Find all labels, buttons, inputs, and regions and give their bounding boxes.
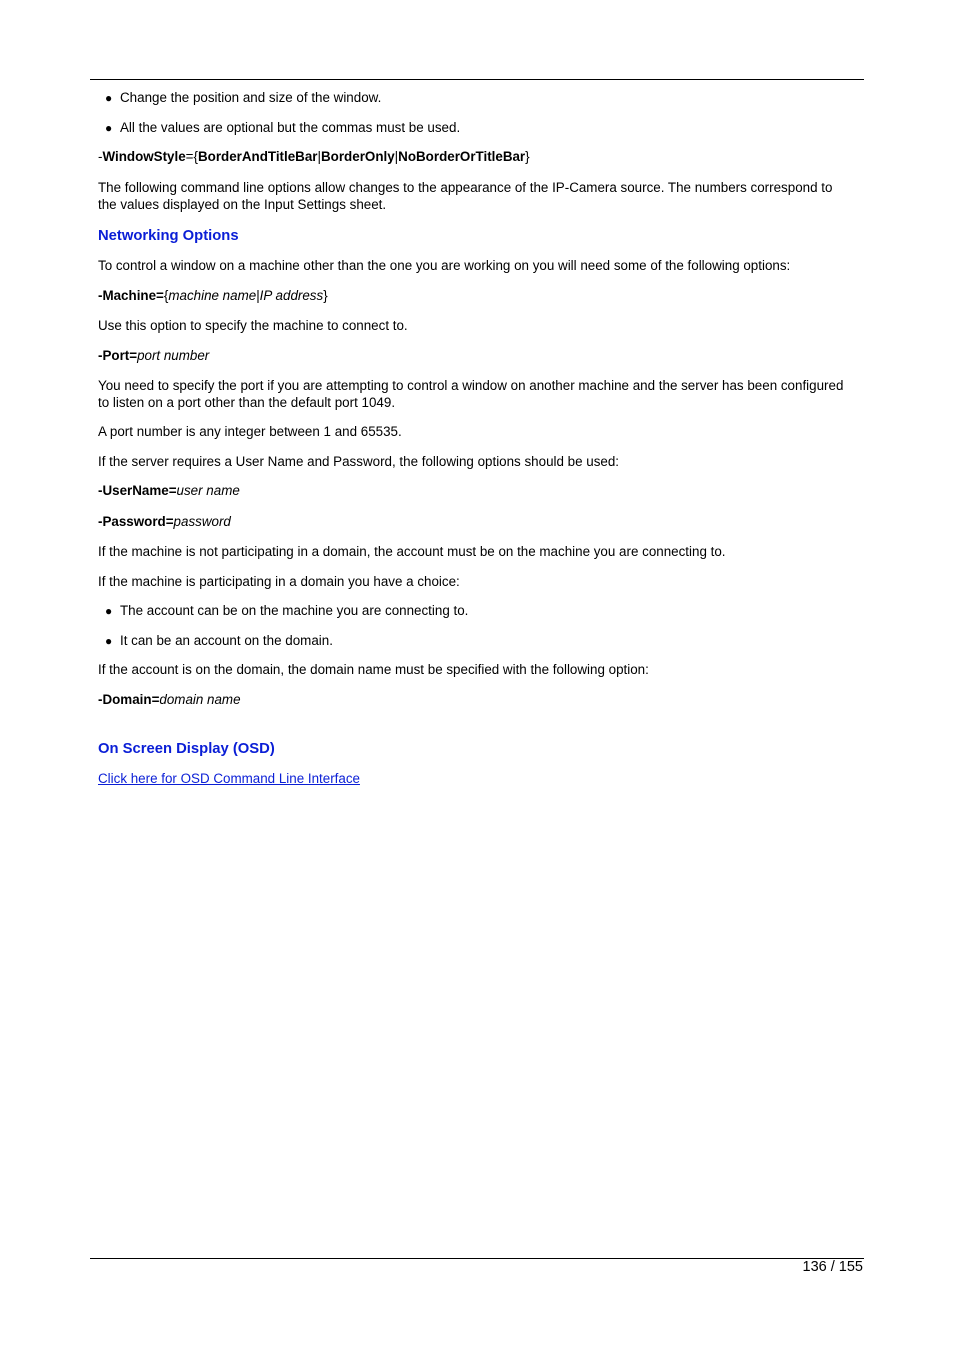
auth-intro: If the server requires a User Name and Password, the following options should be used: (98, 454, 620, 469)
bullet-icon: ● (105, 634, 113, 648)
port-range: A port number is any integer between 1 and 65535. (98, 424, 402, 439)
machine-description: Use this option to specify the machine to connect to. (98, 318, 408, 333)
bullet-icon: ● (105, 91, 113, 105)
port-description: You need to specify the port if you are attempting to control a window on another machine and the server has been configured to listen on a port other than the default port 1049. (98, 378, 844, 410)
bullet-icon: ● (105, 604, 113, 618)
osd-command-line-link[interactable]: Click here for OSD Command Line Interface (98, 771, 360, 786)
password-option: -Password=password (98, 514, 231, 529)
networking-heading: Networking Options (98, 228, 239, 244)
footer-rule (90, 1258, 864, 1259)
no-domain-paragraph: If the machine is not participating in a domain, the account must be on the machine you are connecting to. (98, 544, 726, 559)
port-option: -Port=port number (98, 348, 210, 363)
page-number: 136 / 155 (802, 1259, 863, 1275)
osd-link-line (98, 771, 850, 787)
bullet-icon: ● (105, 121, 113, 135)
list-item: ● The account can be on the machine you are connecting to. (105, 603, 469, 618)
list-item: ● Change the position and size of the window. (105, 90, 382, 105)
list-item: ● It can be an account on the domain. (105, 633, 333, 648)
username-option: -UserName=user name (98, 483, 240, 498)
osd-heading: On Screen Display (OSD) (98, 741, 275, 757)
machine-option: -Machine={machine name|IP address} (98, 288, 328, 303)
domain-intro: If the account is on the domain, the domain name must be specified with the following option: (98, 662, 649, 677)
list-item: ● All the values are optional but the commas must be used. (105, 120, 461, 135)
windowstyle-option: -WindowStyle={BorderAndTitleBar|BorderOnly|NoBorderOrTitleBar} (98, 149, 530, 164)
header-rule (90, 79, 864, 80)
in-domain-paragraph: If the machine is participating in a domain you have a choice: (98, 574, 460, 589)
appearance-paragraph: The following command line options allow changes to the appearance of the IP-Camera source. The numbers correspond to the values displayed on the Input Settings sheet. (98, 180, 833, 212)
domain-option: -Domain=domain name (98, 692, 241, 707)
networking-intro: To control a window on a machine other than the one you are working on you will need some of the following options: (98, 258, 791, 273)
